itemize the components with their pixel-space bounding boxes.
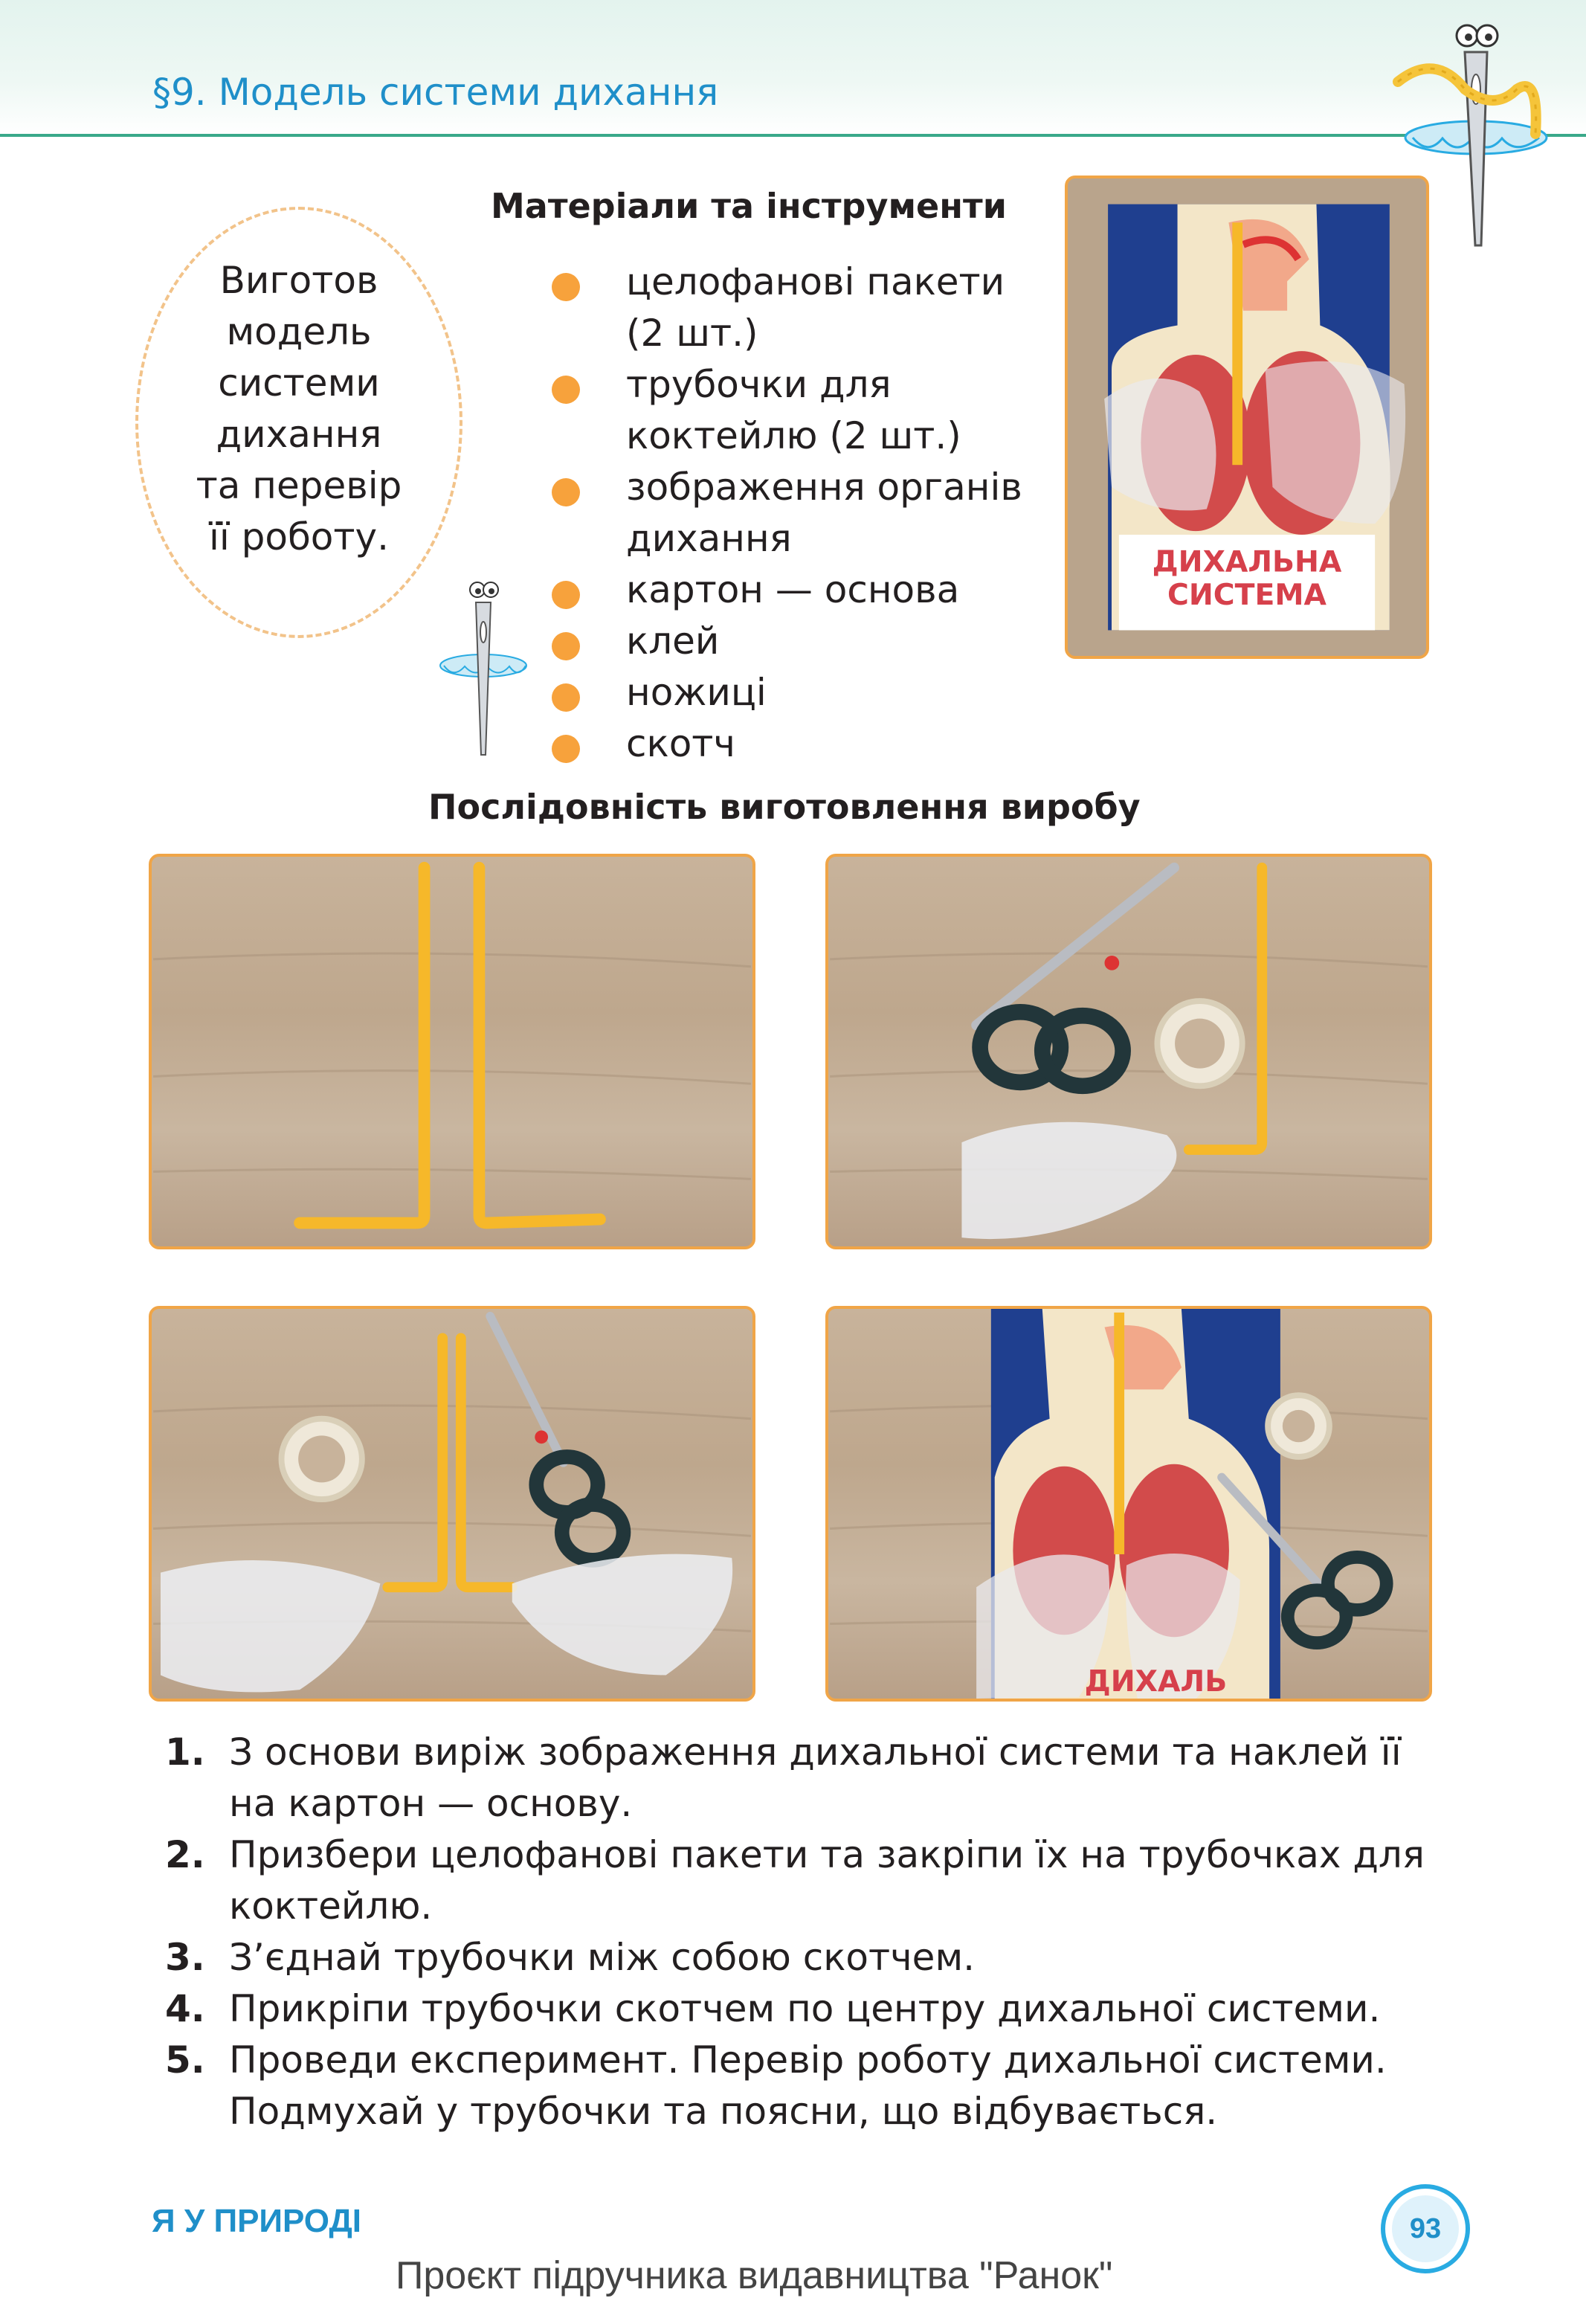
list-item	[165, 1932, 1429, 1983]
step-text: Подмухай у трубочки та поясни, що відбувається.	[229, 2090, 1218, 2133]
list-item	[552, 616, 1072, 667]
materials-list	[552, 257, 1072, 770]
list-item	[552, 564, 1072, 616]
list-item-text: коктейлю (2 шт.)	[626, 414, 961, 457]
step-text: Проведи експеримент. Перевір роботу дихальної системи.	[229, 2038, 1387, 2082]
list-item	[552, 359, 1072, 462]
page-number-badge	[1381, 2184, 1470, 2273]
sequence-heading: Послідовність виготовлення виробу	[428, 787, 1141, 827]
scissors-tape-illustration	[828, 857, 1429, 1246]
list-item	[165, 1983, 1429, 2035]
bullet-dot-icon	[552, 478, 580, 506]
list-item	[165, 2035, 1429, 2137]
needle-mascot-small-icon	[435, 569, 547, 762]
bubble-line: її роботу.	[208, 515, 390, 559]
list-item-text: (2 шт.)	[626, 312, 758, 355]
assembled-model-illustration	[828, 1309, 1429, 1699]
header-band	[0, 0, 1586, 135]
list-item-text: дихання	[626, 517, 792, 560]
photo-step-1	[149, 854, 755, 1249]
bullet-dot-icon	[552, 581, 580, 609]
list-item	[165, 1829, 1429, 1932]
list-item	[165, 1727, 1429, 1829]
bullet-dot-icon	[552, 376, 580, 404]
step-text: Прикріпи трубочки скотчем по центру дихальної системи.	[229, 1987, 1381, 2030]
step-number: 4.	[165, 1987, 205, 2030]
step-text: коктейлю.	[229, 1884, 433, 1928]
publisher-note: Проєкт підручника видавництва "Ранок"	[396, 2254, 1113, 2297]
list-item	[552, 257, 1072, 359]
header-rule	[0, 134, 1586, 137]
bubble-line: дихання	[216, 413, 382, 456]
step-text: на картон — основу.	[229, 1782, 633, 1825]
list-item	[552, 718, 1072, 770]
step-number: 2.	[165, 1833, 205, 1876]
model-label-partial: ДИХАЛЬ	[1084, 1664, 1228, 1699]
model-label-line2: СИСТЕМА	[1167, 577, 1326, 612]
materials-heading: Матеріали та інструменти	[491, 186, 1007, 226]
list-item	[552, 462, 1072, 564]
bubble-line: Виготов	[219, 259, 378, 302]
step-number: 1.	[165, 1731, 205, 1774]
model-label-line1: ДИХАЛЬНА	[1152, 544, 1342, 579]
bubble-line: та перевір	[196, 464, 402, 507]
steps-list	[165, 1727, 1429, 2137]
list-item-text: клей	[626, 619, 720, 663]
section-title: §9. Модель системи дихання	[152, 71, 719, 114]
bubble-line: модель	[226, 310, 372, 353]
step-text: З’єднай трубочки між собою скотчем.	[229, 1936, 976, 1979]
bullet-dot-icon	[552, 273, 580, 301]
finished-model-illustration	[1068, 178, 1426, 656]
bubble-text	[165, 255, 433, 563]
list-item-text: ножиці	[626, 671, 767, 714]
list-item-text: скотч	[626, 722, 735, 765]
bullet-dot-icon	[552, 735, 580, 763]
bubble-line: системи	[218, 361, 380, 405]
photo-finished-model	[1065, 176, 1429, 659]
list-item-text: зображення органів	[626, 466, 1022, 509]
step-number: 5.	[165, 2038, 205, 2082]
footer-section-title: Я У ПРИРОДІ	[152, 2203, 362, 2239]
photo-step-3	[149, 1306, 755, 1702]
bullet-dot-icon	[552, 632, 580, 660]
page-number: 93	[1392, 2195, 1459, 2262]
list-item-text: картон — основа	[626, 568, 960, 611]
photo-step-2	[825, 854, 1432, 1249]
list-item	[552, 667, 1072, 718]
straws-illustration	[152, 857, 752, 1246]
list-item-text: целофанові пакети	[626, 260, 1005, 303]
photo-step-4	[825, 1306, 1432, 1702]
straws-bags-illustration	[152, 1309, 752, 1699]
step-text: Призбери целофанові пакети та закріпи їх на трубочках для	[229, 1833, 1425, 1876]
bullet-dot-icon	[552, 683, 580, 712]
step-text: З основи виріж зображення дихальної системи та наклей її	[229, 1731, 1402, 1774]
list-item-text: трубочки для	[626, 363, 892, 406]
step-number: 3.	[165, 1936, 205, 1979]
